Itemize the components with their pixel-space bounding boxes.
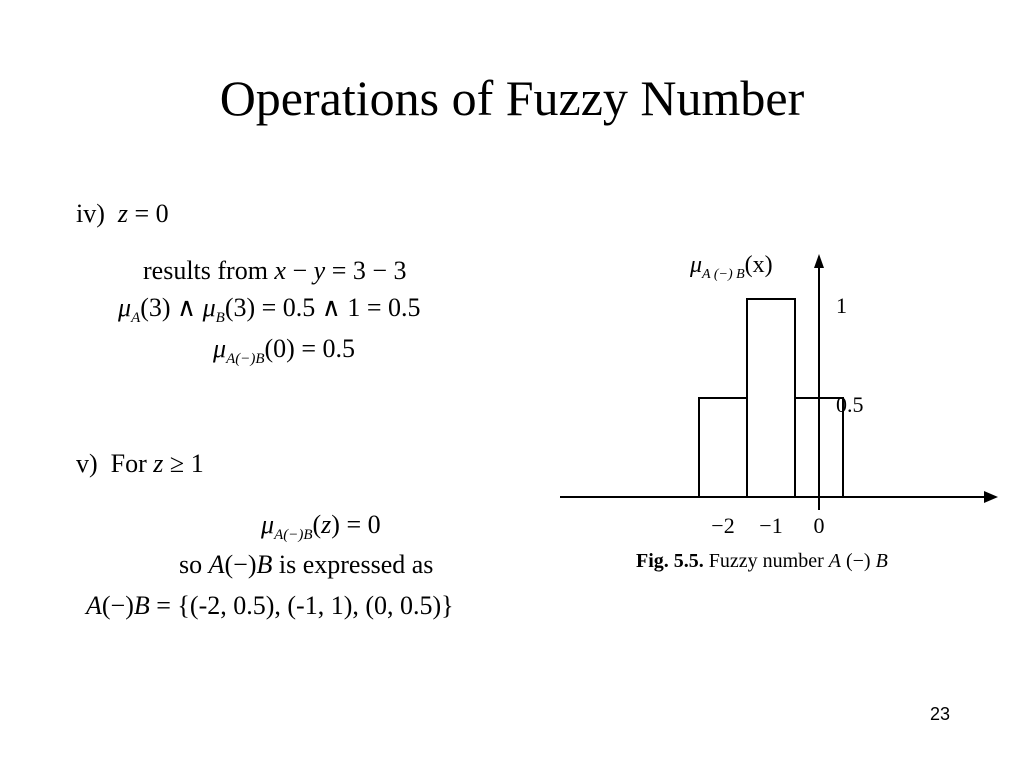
line1-z: z [321, 510, 332, 539]
mu-subscript: A(−)B [274, 527, 313, 543]
line1-x: x [274, 256, 286, 285]
caption-set-a: A [828, 550, 841, 572]
line1-rest: = 3 − 3 [325, 256, 407, 285]
x-tick-label: −1 [759, 513, 783, 538]
case-v-line1: $\mu_{A(-)B}(z) = 0$ [261, 510, 381, 543]
line2-rest: is expressed as [272, 550, 434, 579]
y-axis-arrow [814, 254, 824, 268]
set-b: B [133, 591, 150, 620]
page-number: 23 [930, 704, 951, 724]
caption-text: Fuzzy number [703, 550, 829, 572]
case-v-prefix: For [110, 449, 154, 478]
y-tick-label: 1 [836, 293, 847, 318]
line3-rest: (0) = 0.5 [264, 334, 355, 363]
set-b: B [256, 550, 273, 579]
mu-symbol: μ [118, 293, 132, 322]
operator: (−) [101, 591, 134, 620]
caption-set-b: B [875, 550, 888, 572]
figure-caption [636, 548, 888, 574]
line1-prefix: results from [143, 256, 275, 285]
line2-part1: (3) ∧ [140, 293, 203, 322]
slide-title: Operations of Fuzzy Number [219, 70, 805, 126]
case-iv-label: iv) [76, 199, 105, 228]
case-iv-condition: = 0 [128, 199, 169, 228]
mu-symbol: μ [213, 334, 227, 363]
bar-x-1 [747, 299, 795, 497]
case-v-label: v) [76, 449, 98, 478]
line1-rest: ) = 0 [331, 510, 381, 539]
mu-subscript: A [131, 310, 141, 326]
case-v-var: z [153, 449, 164, 478]
bar-x-2 [699, 398, 747, 497]
line1-mid: − [285, 256, 314, 285]
mu-symbol: μ [202, 293, 216, 322]
set-a: A [86, 591, 102, 620]
case-iv-var: z [117, 199, 129, 228]
x-tick-label: −2 [711, 513, 735, 538]
caption-operator: (−) [840, 550, 876, 572]
mu-subscript: B [215, 310, 225, 326]
mu-subscript: A(−)B [226, 351, 265, 367]
x-axis-arrow [984, 491, 998, 503]
line3-rest: = {(-2, 0.5), (-1, 1), (0, 0.5)} [149, 591, 454, 620]
mu-symbol: μ [261, 510, 275, 539]
line1-y: y [313, 256, 326, 285]
x-tick-label: 0 [813, 513, 825, 538]
y-axis-label: $\mu_{A (-) B}(x)$ [690, 252, 773, 282]
set-a: A [208, 550, 225, 579]
case-v-condition: ≥ 1 [163, 449, 204, 478]
caption-label: Fig. 5.5. [636, 550, 704, 572]
y-tick-label: 0.5 [836, 392, 864, 417]
line2-prefix: so [179, 550, 209, 579]
line2-part2: (3) = 0.5 ∧ 1 = 0.5 [224, 293, 421, 322]
operator: (−) [224, 550, 257, 579]
